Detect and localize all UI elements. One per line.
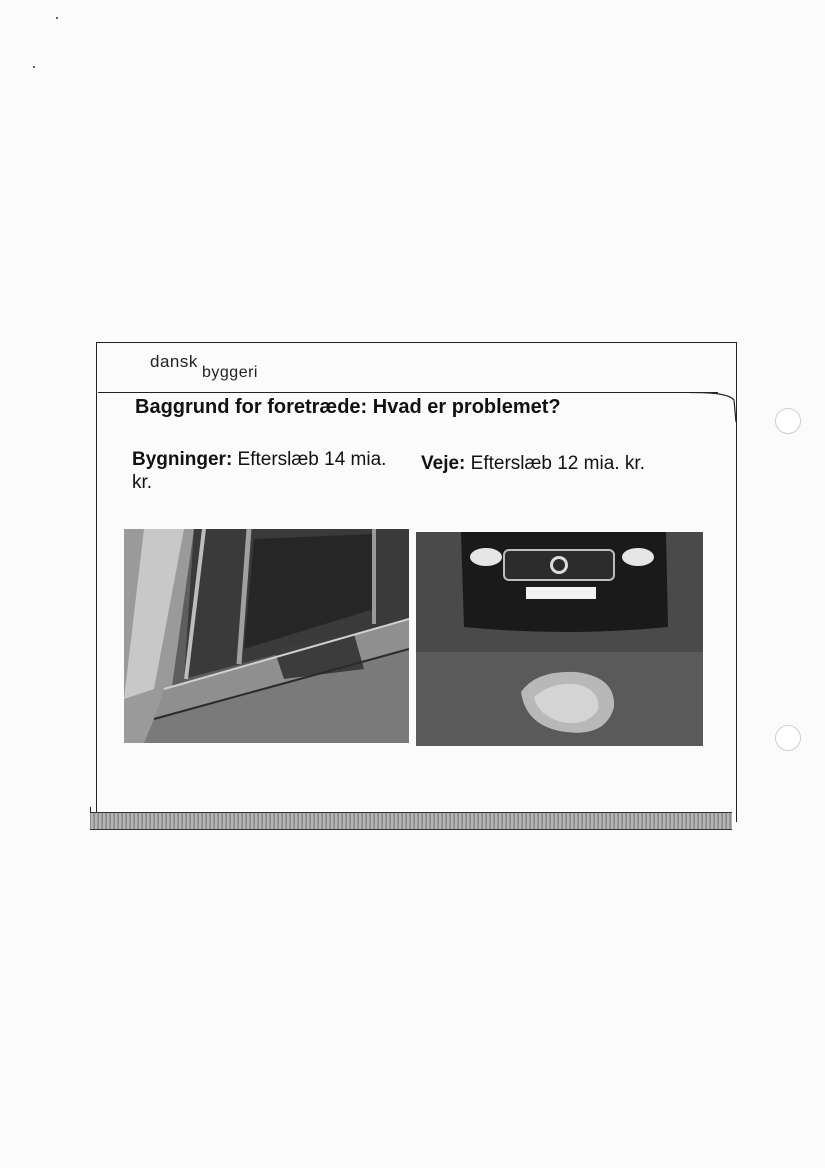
punch-hole <box>775 725 801 751</box>
slide-border <box>96 342 97 812</box>
header-rule <box>98 392 718 393</box>
slide-border <box>96 342 737 343</box>
slide-title: Baggrund for foretræde: Hvad er problemet? <box>135 396 561 418</box>
logo <box>150 352 290 382</box>
logo-byggeri: byggeri <box>202 364 258 381</box>
logo-dansk: dansk <box>150 352 198 371</box>
header-curve <box>690 392 740 422</box>
buildings-text: Efterslæb 14 mia. kr. <box>132 449 387 493</box>
scan-speck <box>56 17 58 19</box>
punch-hole <box>775 408 801 434</box>
building-photo <box>124 529 409 743</box>
footer-band <box>90 812 732 830</box>
roads-text: Efterslæb 12 mia. kr. <box>465 453 645 474</box>
buildings-label: Bygninger: <box>132 449 233 470</box>
roads-label: Veje: <box>421 453 466 474</box>
road-photo <box>416 532 703 746</box>
buildings-backlog <box>132 448 392 494</box>
scan-speck <box>33 66 35 68</box>
roads-backlog <box>421 452 721 475</box>
slide <box>90 342 736 828</box>
